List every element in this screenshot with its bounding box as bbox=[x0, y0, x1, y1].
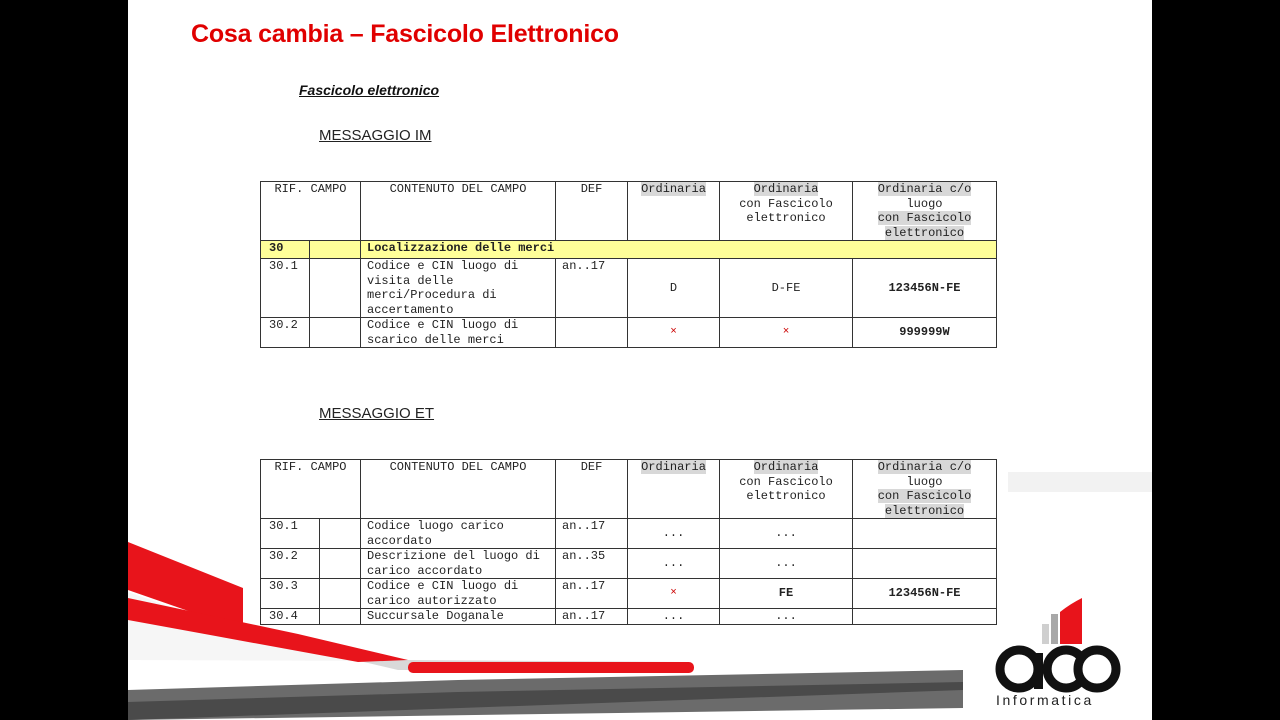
header-contenuto: CONTENUTO DEL CAMPO bbox=[361, 182, 556, 241]
logo-tagline: Informatica bbox=[996, 692, 1094, 708]
cross-icon: × bbox=[720, 318, 853, 348]
message-et-label: MESSAGGIO ET bbox=[319, 405, 435, 422]
table-row: 30.4 Succursale Doganale an..17 ... ... bbox=[261, 609, 997, 625]
header-ordinaria-luogo: Ordinaria c/o luogo con Fascicolo elettronico bbox=[853, 182, 997, 241]
header-ordinaria-fascicolo: Ordinaria con Fascicolo elettronico bbox=[720, 182, 853, 241]
header-def: DEF bbox=[556, 182, 628, 241]
cross-icon: × bbox=[628, 579, 720, 609]
section-subtitle: Fascicolo elettronico bbox=[299, 82, 440, 98]
section-title: Localizzazione delle merci bbox=[361, 241, 997, 259]
header-contenuto: CONTENUTO DEL CAMPO bbox=[361, 460, 556, 519]
header-def: DEF bbox=[556, 460, 628, 519]
table-row: 30.2 Codice e CIN luogo di scarico delle merci × × 999999W bbox=[261, 318, 997, 348]
table-row: 30.2 Descrizione del luogo di carico accordato an..35 ... ... bbox=[261, 549, 997, 579]
table-et bbox=[260, 459, 997, 625]
decorative-band bbox=[1008, 472, 1152, 492]
page-title: Cosa cambia – Fascicolo Elettronico bbox=[191, 20, 619, 48]
table-header bbox=[261, 182, 997, 241]
section-row bbox=[261, 241, 997, 259]
header-rif: RIF. CAMPO bbox=[261, 182, 361, 241]
header-rif: RIF. CAMPO bbox=[261, 460, 361, 519]
slide bbox=[128, 0, 1152, 720]
table-row: 30.3 Codice e CIN luogo di carico autorizzato an..17 × FE 123456N-FE bbox=[261, 579, 997, 609]
header-ordinaria-fascicolo: Ordinaria con Fascicolo elettronico bbox=[720, 460, 853, 519]
table-row: 30.1 Codice luogo carico accordato an..17 ... ... bbox=[261, 519, 997, 549]
cross-icon: × bbox=[628, 318, 720, 348]
message-im-label: MESSAGGIO IM bbox=[319, 127, 432, 144]
header-ordinaria: Ordinaria bbox=[628, 460, 720, 519]
header-ordinaria: Ordinaria bbox=[628, 182, 720, 241]
table-im bbox=[260, 181, 997, 348]
header-ordinaria-luogo: Ordinaria c/o luogo con Fascicolo elettronico bbox=[853, 460, 997, 519]
table-header bbox=[261, 460, 997, 519]
table-row: 30.1 Codice e CIN luogo di visita delle merci/Procedura di accertamento an..17 D D-FE 123456N-FE bbox=[261, 259, 997, 318]
section-ref: 30 bbox=[261, 241, 310, 259]
